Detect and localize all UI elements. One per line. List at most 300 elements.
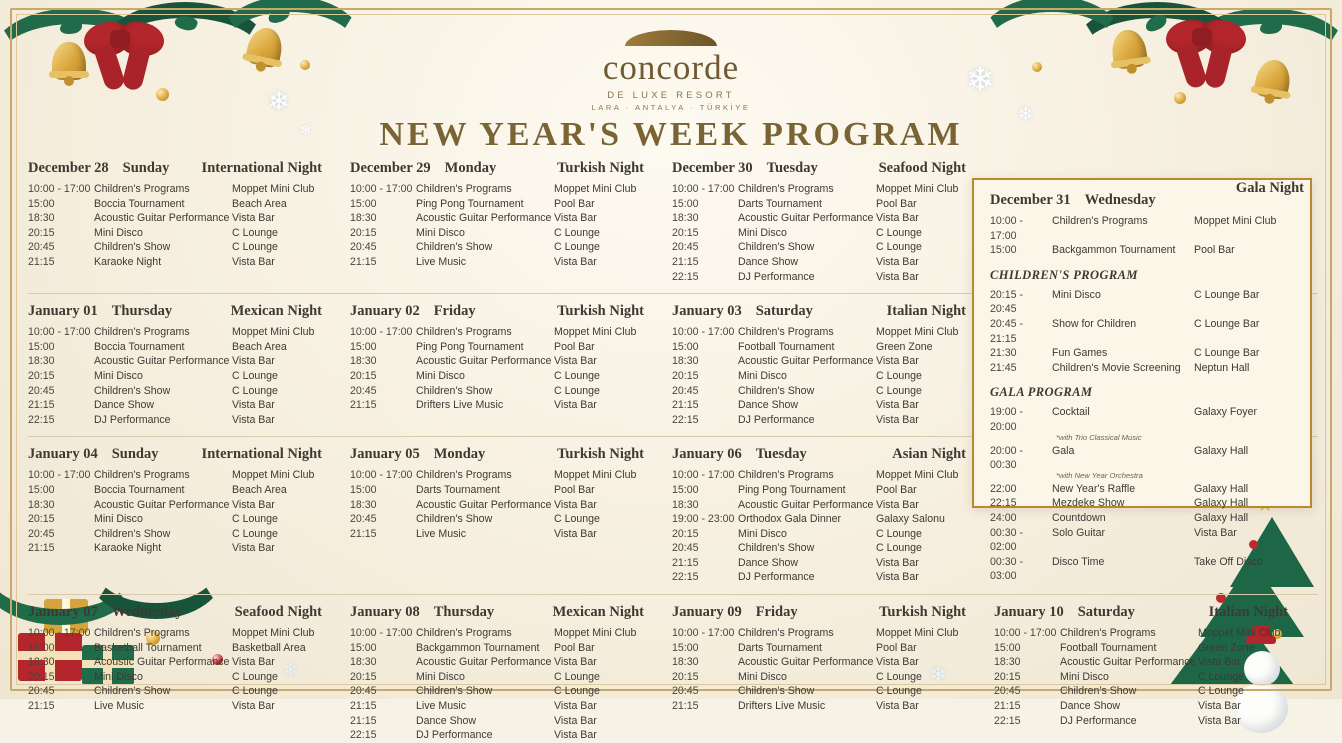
program-item-time: 21:15 (672, 700, 699, 713)
program-item-activity: Children's Programs (416, 183, 512, 195)
program-item (28, 240, 346, 255)
program-item (672, 541, 990, 556)
program-item-activity: Drifters Live Music (416, 399, 504, 412)
gala-program-title: GALA PROGRAM (990, 385, 1093, 400)
program-item-time: 19:00 - 23:00 (672, 513, 735, 526)
program-item-activity: Countdown (1052, 511, 1106, 524)
snowflake-icon: ❄ (300, 122, 312, 138)
program-item (990, 214, 1296, 243)
program-item-time: 15:00 (350, 340, 377, 353)
program-item-venue: Moppet Mini Club (232, 326, 315, 339)
program-item-activity: Fun Games (1052, 347, 1108, 360)
program-item (990, 243, 1296, 258)
program-item-activity: Acoustic Guitar Performance (738, 498, 874, 511)
program-item (350, 182, 668, 197)
program-item-time: 10:00 - 17:00 (350, 627, 413, 640)
program-item (350, 255, 668, 270)
program-item-time: 20:45 (672, 241, 699, 254)
program-day-date: January 08 (350, 604, 420, 621)
program-item-time: 18:30 (28, 212, 55, 225)
program-item-venue: Moppet Mini Club (876, 183, 959, 195)
program-item (672, 384, 990, 399)
program-item-venue: Moppet Mini Club (1198, 627, 1281, 640)
program-item-activity: Children's Programs (94, 326, 190, 339)
program-day-theme: Asian Night (892, 446, 966, 463)
program-day-header (350, 604, 668, 621)
program-item-activity: Children's Show (416, 241, 493, 254)
new-years-eve-highlight-box (972, 178, 1312, 583)
program-item-venue: C Lounge (876, 241, 922, 254)
program-item (672, 626, 990, 641)
highlight-item-wrap (990, 511, 1296, 526)
program-item-time: 22:00 (990, 482, 1017, 495)
program-item-time: 21:15 (350, 700, 377, 713)
program-item-time: 21:15 (994, 700, 1021, 713)
program-item-activity: Acoustic Guitar Performance (738, 212, 874, 225)
program-item-activity: Acoustic Guitar Performance (94, 355, 230, 368)
program-item-time: 10:00 - 17:00 (28, 183, 91, 195)
program-item-time: 22:15 (672, 270, 699, 283)
program-item-venue: Vista Bar (554, 656, 597, 669)
program-item-activity: Children's Programs (416, 469, 512, 482)
program-item-time: 18:30 (672, 656, 699, 669)
program-item-venue: Vista Bar (232, 656, 275, 669)
program-item-activity: Children's Show (416, 384, 493, 397)
program-day-header (350, 446, 668, 463)
program-item (672, 413, 990, 428)
program-item (350, 699, 668, 714)
program-item-venue: C Lounge (232, 226, 278, 239)
program-item-venue: C Lounge (232, 685, 278, 698)
program-item-activity: Children's Show (738, 542, 815, 555)
program-day-header (672, 160, 990, 177)
program-item-time: 18:30 (672, 212, 699, 225)
program-item (28, 684, 346, 699)
program-day-column (672, 604, 994, 743)
program-item-venue: Galaxy Hall (1194, 482, 1249, 495)
program-item-venue: Vista Bar (554, 255, 597, 268)
program-item-time: 19:00 - 20:00 (990, 406, 1023, 433)
program-item-time: 21:15 (28, 399, 55, 412)
program-item (28, 369, 346, 384)
program-item-time: 21:15 (28, 700, 55, 713)
program-item-activity: Children's Programs (94, 183, 190, 195)
program-item-time: 20:15 (672, 226, 699, 239)
program-item-activity: Live Music (94, 700, 145, 713)
program-item-activity: Darts Tournament (738, 197, 823, 210)
program-item-venue: C Lounge (876, 670, 922, 683)
program-item-venue: Vista Bar (554, 399, 597, 412)
program-item-time: 20:15 (672, 670, 699, 683)
program-day-header (28, 303, 346, 320)
program-item-time: 10:00 - 17:00 (28, 326, 91, 339)
program-item-venue: Vista Bar (232, 255, 275, 268)
program-item-activity: Children's Show (1060, 685, 1137, 698)
program-item (672, 556, 990, 571)
highlight-item-wrap (990, 555, 1296, 584)
program-day-date: January 10 (994, 604, 1064, 621)
program-item-venue: Galaxy Foyer (1194, 406, 1257, 419)
program-item-activity: Orthodox Gala Dinner (738, 513, 842, 526)
program-item-time: 15:00 (672, 340, 699, 353)
program-item (672, 369, 990, 384)
program-item-venue: C Lounge (232, 369, 278, 382)
program-item (672, 670, 990, 685)
program-item-time: 21:45 (990, 361, 1017, 374)
program-item (350, 483, 668, 498)
program-item (350, 398, 668, 413)
program-item-time: 21:15 (350, 399, 377, 412)
program-item-venue: Moppet Mini Club (554, 627, 637, 640)
program-item-activity: Mini Disco (738, 369, 787, 382)
program-item-venue: Vista Bar (232, 700, 275, 713)
program-item (672, 340, 990, 355)
brand-subtitle: DE LUXE RESORT (607, 89, 735, 101)
program-item-venue: Moppet Mini Club (876, 627, 959, 640)
program-item-venue: C Lounge (554, 384, 600, 397)
program-item-venue: Vista Bar (554, 355, 597, 368)
program-day-name: Friday (433, 303, 476, 320)
program-item-time: 10:00 - 17:00 (990, 215, 1023, 242)
program-item (28, 398, 346, 413)
program-item (990, 511, 1296, 526)
program-item-venue: Pool Bar (554, 340, 595, 353)
program-item-activity: Drifters Live Music (738, 700, 826, 713)
program-item (350, 655, 668, 670)
program-item (350, 240, 668, 255)
program-item-venue: Vista Bar (876, 212, 919, 225)
program-item-time: 21:15 (672, 399, 699, 412)
program-item-venue: Moppet Mini Club (232, 183, 315, 195)
program-item (28, 626, 346, 641)
program-item-activity: Cocktail (1052, 406, 1090, 419)
program-day-header (672, 303, 990, 320)
highlight-item-wrap (990, 361, 1296, 376)
program-item-time: 20:45 (28, 527, 55, 540)
program-item-time: 20:45 (28, 685, 55, 698)
program-item-activity: Children's Programs (1060, 627, 1156, 640)
program-item-time: 15:00 (672, 197, 699, 210)
program-item-activity: Children's Show (738, 241, 815, 254)
program-item-time: 18:30 (994, 656, 1021, 669)
program-item (350, 512, 668, 527)
program-item (28, 512, 346, 527)
program-item-activity: Dance Show (738, 255, 799, 268)
program-item (28, 483, 346, 498)
program-item (672, 641, 990, 656)
program-item-venue: Pool Bar (554, 197, 595, 210)
program-item-time: 10:00 - 17:00 (672, 627, 735, 640)
program-item-time: 15:00 (994, 641, 1021, 654)
program-item (672, 255, 990, 270)
program-item (350, 468, 668, 483)
program-item (350, 728, 668, 743)
program-item (350, 340, 668, 355)
program-item-time: 10:00 - 17:00 (350, 326, 413, 339)
program-item-activity: Disco Time (1052, 555, 1105, 568)
program-item-time: 10:00 - 17:00 (28, 627, 91, 640)
program-item (672, 512, 990, 527)
program-item-activity: Dance Show (416, 714, 477, 727)
program-item-activity: Backgammon Tournament (1052, 244, 1176, 257)
program-item-activity: Mini Disco (738, 527, 787, 540)
program-item-time: 22:15 (672, 413, 699, 426)
program-item (994, 641, 1312, 656)
program-item-venue: Vista Bar (876, 255, 919, 268)
program-item-venue: Vista Bar (232, 413, 275, 426)
program-day-column (350, 604, 672, 743)
program-day-date: December 28 (28, 160, 109, 176)
program-day-column (28, 446, 350, 585)
program-item-venue: C Lounge (232, 527, 278, 540)
program-item-time: 24:00 (990, 511, 1017, 524)
program-item-venue: Pool Bar (554, 641, 595, 654)
program-day-header (350, 160, 668, 177)
program-day-column (350, 160, 672, 284)
program-item-time: 20:45 (672, 685, 699, 698)
program-item-activity: Mini Disco (94, 670, 143, 683)
program-item-activity: Dance Show (1060, 700, 1121, 713)
program-item (28, 182, 346, 197)
program-item-activity: Show for Children (1052, 317, 1137, 330)
program-item-venue: Vista Bar (554, 700, 597, 713)
program-item-activity: New Year's Raffle (1052, 482, 1136, 495)
program-item-venue: C Lounge (876, 369, 922, 382)
program-item-time: 20:15 (350, 369, 377, 382)
program-item (28, 655, 346, 670)
program-item-time: 18:30 (350, 656, 377, 669)
program-item (672, 570, 990, 585)
program-item (28, 354, 346, 369)
program-item-activity: DJ Performance (416, 729, 493, 742)
program-item-time: 20:15 (350, 670, 377, 683)
program-item-activity: Darts Tournament (416, 483, 501, 496)
program-item-venue: C Lounge (232, 670, 278, 683)
program-item-time: 18:30 (350, 355, 377, 368)
program-item (672, 655, 990, 670)
program-item-activity: Mini Disco (1060, 670, 1109, 683)
program-item-time: 21:15 (672, 556, 699, 569)
program-item (28, 226, 346, 241)
program-item (672, 325, 990, 340)
program-day-name: Monday (433, 446, 486, 463)
program-day-name: Saturday (755, 303, 813, 320)
program-item-venue: C Lounge (554, 513, 600, 526)
program-item-time: 15:00 (350, 483, 377, 496)
program-day-date: January 05 (350, 446, 420, 463)
program-item-time: 20:45 (28, 384, 55, 397)
highlight-item-wrap (990, 346, 1296, 361)
program-item-activity: Solo Guitar (1052, 526, 1105, 539)
program-day-theme: International Night (201, 446, 322, 463)
program-item (350, 325, 668, 340)
program-item (350, 384, 668, 399)
page-title: NEW YEAR'S WEEK PROGRAM (379, 116, 963, 153)
program-item-activity: Ping Pong Tournament (416, 197, 524, 210)
highlight-header (990, 180, 1304, 209)
program-day-column (672, 446, 994, 585)
program-item-venue: Vista Bar (1194, 526, 1237, 539)
program-item-venue: Vista Bar (876, 270, 919, 283)
program-day-header (672, 604, 990, 621)
program-item-activity: DJ Performance (738, 270, 815, 283)
program-item-venue: C Lounge Bar (1194, 347, 1260, 360)
program-item-venue: Vista Bar (232, 542, 275, 555)
program-item (990, 444, 1296, 473)
program-item-time: 21:30 (990, 347, 1017, 360)
program-item-venue: C Lounge Bar (1194, 288, 1260, 301)
program-item (350, 527, 668, 542)
program-item (672, 226, 990, 241)
program-day-name: Thursday (433, 604, 495, 621)
program-item-activity: Acoustic Guitar Performance (738, 656, 874, 669)
program-item-activity: Football Tournament (738, 340, 835, 353)
program-day-column (28, 303, 350, 427)
program-day-theme: Mexican Night (230, 303, 322, 320)
program-item (994, 699, 1312, 714)
program-item-venue: Vista Bar (554, 714, 597, 727)
program-item-activity: Mini Disco (416, 369, 465, 382)
program-item-time: 20:45 (672, 542, 699, 555)
program-item (990, 482, 1296, 497)
program-item (28, 541, 346, 556)
brand-name: concorde (602, 48, 740, 87)
program-day-name: Saturday (1077, 604, 1135, 621)
program-item-time: 20:00 - 00:30 (990, 444, 1023, 472)
program-item (672, 527, 990, 542)
program-item-activity: Children's Programs (738, 627, 834, 640)
program-item (28, 498, 346, 513)
highlight-top-items (990, 214, 1296, 258)
program-item-time: 15:00 (990, 244, 1017, 257)
program-item-venue: Green Zone (876, 340, 933, 353)
program-item-time: 15:00 (350, 197, 377, 210)
highlight-item-wrap (990, 444, 1296, 480)
program-day-theme: Turkish Night (557, 303, 644, 320)
program-item-venue: Vista Bar (876, 656, 919, 669)
program-item-venue: Vista Bar (1198, 656, 1241, 669)
program-item (672, 354, 990, 369)
highlight-item-wrap (990, 405, 1296, 441)
children-program-title: CHILDREN'S PROGRAM (990, 267, 1138, 282)
program-item-venue: Vista Bar (876, 498, 919, 511)
program-item-time: 15:00 (28, 483, 55, 496)
program-item (990, 317, 1296, 346)
program-item-activity: Acoustic Guitar Performance (94, 656, 230, 669)
program-item-venue: C Lounge (1198, 670, 1244, 683)
snowflake-icon: ❄ (966, 61, 995, 99)
program-day-header (28, 446, 346, 463)
program-item-activity: Karaoke Night (94, 255, 162, 268)
program-week-row (28, 604, 1318, 743)
program-item-activity: Children's Show (94, 384, 171, 397)
children-program-items (990, 288, 1296, 376)
program-item-time: 21:15 (28, 542, 55, 555)
program-item-activity: Children's Show (738, 384, 815, 397)
brand-logo (0, 30, 1342, 112)
program-item-time: 20:45 - 21:15 (990, 317, 1023, 345)
program-item-time: 10:00 - 17:00 (28, 469, 91, 482)
program-item-time: 21:15 (350, 255, 377, 268)
program-day-theme: Italian Night (1208, 604, 1288, 621)
program-day-name: Monday (444, 160, 497, 176)
program-item-activity: Children's Show (416, 513, 493, 526)
program-item-venue: Pool Bar (876, 641, 917, 654)
program-item-activity: Mini Disco (416, 226, 465, 239)
program-item-venue: C Lounge (876, 384, 922, 397)
program-day-date: December 29 (350, 160, 431, 176)
program-item-time: 15:00 (28, 340, 55, 353)
program-item-venue: Vista Bar (876, 700, 919, 713)
program-item-venue: Neptun Hall (1194, 361, 1250, 374)
program-day-column (672, 303, 994, 427)
program-item-activity: Children's Show (94, 685, 171, 698)
program-item-activity: Children's Movie Screening (1052, 361, 1181, 374)
program-item-time: 18:30 (28, 656, 55, 669)
program-item-time: 20:45 (994, 685, 1021, 698)
program-item-activity: Mezdeke Show (1052, 497, 1125, 510)
program-item-venue: Pool Bar (876, 483, 917, 496)
program-item-venue: Vista Bar (876, 399, 919, 412)
program-day-theme: International Night (201, 160, 322, 176)
program-item-time: 21:15 (672, 255, 699, 268)
program-item-venue: Pool Bar (554, 483, 595, 496)
program-item-venue: C Lounge Bar (1194, 317, 1260, 330)
program-item (672, 684, 990, 699)
program-day-header (994, 604, 1312, 621)
program-item-activity: Live Music (416, 527, 467, 540)
program-item-time: 21:15 (28, 255, 55, 268)
program-item-activity: Dance Show (738, 556, 799, 569)
program-item (672, 197, 990, 212)
program-day-column (28, 604, 350, 743)
program-item-activity: Children's Show (94, 527, 171, 540)
snowflake-icon: ❄ (268, 86, 290, 116)
program-item (350, 197, 668, 212)
program-item (28, 197, 346, 212)
program-item-time: 15:00 (672, 483, 699, 496)
highlight-item-wrap (990, 243, 1296, 258)
program-item-venue: C Lounge (554, 369, 600, 382)
program-item-time: 22:15 (28, 413, 55, 426)
program-item-activity: Acoustic Guitar Performance (416, 656, 552, 669)
program-item (350, 684, 668, 699)
program-item-time: 20:45 (672, 384, 699, 397)
highlight-item-wrap (990, 496, 1296, 511)
program-item-time: 22:15 (350, 729, 377, 742)
program-item-activity: Acoustic Guitar Performance (1060, 656, 1196, 669)
program-item (990, 405, 1296, 434)
program-item (28, 325, 346, 340)
program-item (350, 498, 668, 513)
program-item-venue: Galaxy Hall (1194, 444, 1249, 457)
program-item (350, 641, 668, 656)
program-item-venue: Beach Area (232, 340, 287, 353)
program-item (672, 211, 990, 226)
program-day-column (28, 160, 350, 284)
program-item-time: 20:15 (350, 226, 377, 239)
program-item-time: 20:45 (28, 241, 55, 254)
program-item-activity: Dance Show (738, 399, 799, 412)
program-item-venue: Vista Bar (876, 556, 919, 569)
program-item (990, 361, 1296, 376)
program-item-venue: Take Off Disco (1194, 555, 1263, 568)
program-item-activity: Children's Programs (416, 326, 512, 339)
program-item-time: 20:45 (350, 685, 377, 698)
program-item (350, 369, 668, 384)
program-item-venue: Vista Bar (232, 212, 275, 225)
program-item-activity: Children's Programs (94, 469, 190, 482)
